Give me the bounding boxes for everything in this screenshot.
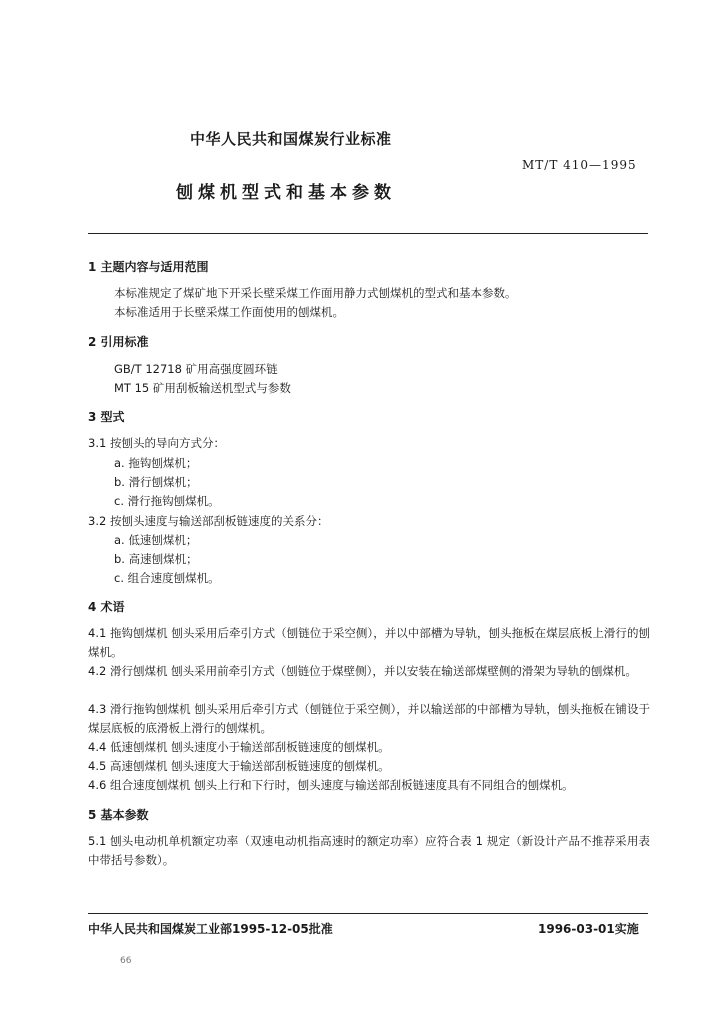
document-title: 刨煤机型式和基本参数 [176,183,396,203]
section-3-heading: 3 型式 [88,410,125,424]
section-4-heading: 4 术语 [88,600,125,614]
section-1-line-2: 本标准适用于长壁采煤工作面使用的刨煤机。 [114,305,344,319]
clause-4-3: 4.3 滑行拖钩刨煤机 刨头采用后牵引方式（刨链位于采空侧），并以输送部的中部槽为导轨，刨头拖板在铺设于煤层底板的底滑板上滑行的刨煤机。 [88,702,650,735]
clause-3-2: 3.2 按刨头速度与输送部刮板链速度的关系分： [88,514,329,528]
section-5-heading: 5 基本参数 [88,808,149,822]
list-item: b. 滑行刨煤机； [114,475,198,489]
implementation-date: 1996-03-01实施 [538,922,639,936]
clause-4-1: 4.1 拖钩刨煤机 刨头采用后牵引方式（刨链位于采空侧），并以中部槽为导轨，刨头拖板在煤层底板上滑行的刨煤机。 [88,626,650,659]
clause-4-4: 4.4 低速刨煤机 刨头速度小于输送部刮板链速度的刨煤机。 [88,740,390,754]
reference-2: MT 15 矿用刮板输送机型式与参数 [114,381,291,395]
section-2-heading: 2 引用标准 [88,335,149,349]
footer-divider [88,913,648,914]
clause-3-1: 3.1 按刨头的导向方式分： [88,436,225,450]
reference-1: GB/T 12718 矿用高强度圆环链 [114,362,278,376]
approval-line: 中华人民共和国煤炭工业部1995-12-05批准 [88,922,333,936]
page-number: 66 [120,956,132,966]
list-item: c. 滑行拖钩刨煤机。 [114,494,220,508]
clause-4-2: 4.2 滑行刨煤机 刨头采用前牵引方式（刨链位于煤壁侧），并以安装在输送部煤壁侧的滑架为导轨的刨煤机。 [88,664,637,678]
org-title: 中华人民共和国煤炭行业标准 [190,130,392,148]
list-item: a. 低速刨煤机； [114,533,198,547]
clause-5-1: 5.1 刨头电动机单机额定功率（双速电动机指高速时的额定功率）应符合表 1 规定（新设计产品不推荐采用表中带括号参数）。 [88,834,650,867]
standard-number: MT/T 410—1995 [522,158,637,172]
list-item: b. 高速刨煤机； [114,552,198,566]
section-1-line-1: 本标准规定了煤矿地下开采长壁采煤工作面用静力式刨煤机的型式和基本参数。 [114,286,517,300]
clause-4-5: 4.5 高速刨煤机 刨头速度大于输送部刮板链速度的刨煤机。 [88,759,390,773]
section-1-heading: 1 主题内容与适用范围 [88,260,209,274]
header-divider [88,233,648,234]
list-item: c. 组合速度刨煤机。 [114,571,220,585]
list-item: a. 拖钩刨煤机； [114,456,198,470]
clause-4-6: 4.6 组合速度刨煤机 刨头上行和下行时，刨头速度与输送部刮板链速度具有不同组合的刨煤机。 [88,778,574,792]
